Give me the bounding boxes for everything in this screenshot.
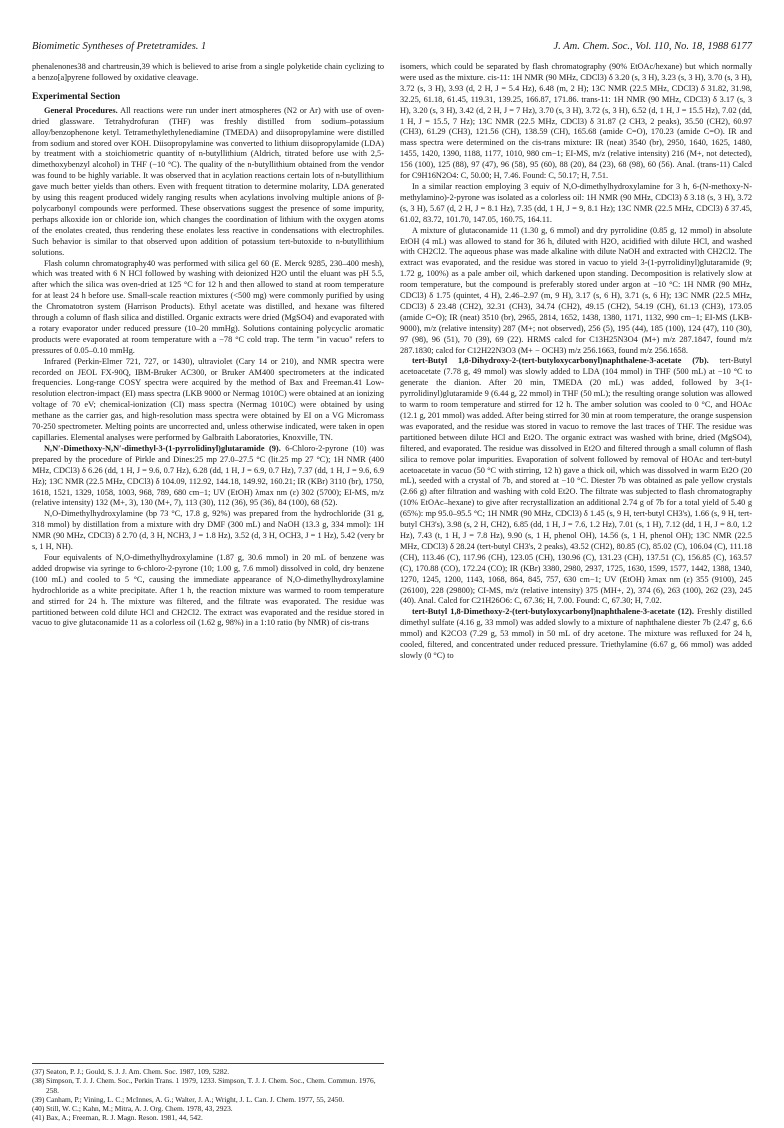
running-head <box>32 40 752 54</box>
similar-reaction-paragraph: In a similar reaction employing 3 equiv of N,O-dimethylhydroxylamine for 3 h, 6-(N-methoxy-N-methylamino)-2-pyrone was isolated as a colorless oil: 1H NMR (90 MHz, CDCl3) δ 3.18 (s, 3 H), 3.72 (s, 3 H), 5.67 (d, 2 H, J = 8.1 Hz), 7.35 (dd, 1 H, J = 9, 8.1 Hz); 13C NMR (22.5 MHz, CDCl3) δ 37.45, 61.02, 83.72, 101.70, 147.05, 160.75, 164.11. <box>400 181 752 224</box>
four-equivalents-paragraph: Four equivalents of N,O-dimethylhydroxylamine (1.87 g, 30.6 mmol) in 20 mL of benzene was added dropwise via syringe to 6-chloro-2-pyrone (10; 1.00 g, 7.6 mmol) dissolved in cold, dry benzene (100 mL) and cooled to 5 °C, causing the immediate appearance of N,O-dimethylhydroxylamine hydrochloride as a white precipitate. After 1 h, the reaction mixture was warmed to room temperature and stirred for 24 h. The mixture was filtered, and the filtrate was evaporated. The residue was partitioned between cold dilute HCl and CH2Cl2. The extract was evaporated and the residue stored in vacuo to give glutaconamide 11 as a colorless oil (1.62 g, 98%) in a 1:10 ratio (by NMR) of cis-trans <box>32 552 384 628</box>
general-procedures-paragraph <box>32 106 384 259</box>
compound-7b-paragraph <box>400 356 752 607</box>
left-column <box>32 62 384 1057</box>
paragraph-run-head: tert-Butyl 1,8-Dimethoxy-2-(tert-butyloxycarbonyl)naphthalene-3-acetate (12). <box>412 607 694 617</box>
flash-chromatography-paragraph: Flash column chromatography40 was performed with silica gel 60 (E. Merck 9285, 230–400 mesh), which was treated with 6 N HCl followed by washing with deionized H2O until the eluant was pH 5.5, after which the silica was oven-dried at 125 °C for 12 h and then allowed to stand at room temperature for at least 24 h before use. Small-scale reaction mixtures (<500 mg) were commonly purified by using the Chromatotron system (Harrison Products). Ethyl acetate was distilled, and hexane was filtered through a column of flash silica and distilled. Organic extracts were dried (MgSO4) and evaporated with a rotary evaporator under reduced pressure (10–20 mmHg). Solutions containing polycyclic aromatic products were evaporated at room temperature with a −78 °C cold trap. The term "in vacuo" refers to pressures of 0.05–0.10 mmHg. <box>32 258 384 355</box>
footnote: (40) Still, W. C.; Kahn, M.; Mitra, A. J. Org. Chem. 1978, 43, 2923. <box>32 1104 233 1114</box>
footnote-rule <box>32 1063 384 1064</box>
isomers-paragraph: isomers, which could be separated by flash chromatography (90% EtOAc/hexane) but which normally were used as the mixture. cis-11: 1H NMR (90 MHz, CDCl3) δ 3.20 (s, 3 H), 3.23 (s, 3 H), 3.70 (s, 3 H), 3.72 (s, 3 H), 3.93 (d, 2 H, J = 5.4 Hz), 6.48 (m, 2 H); 13C NMR (22.5 MHz, CDCl3) δ 31.82, 31.98, 32.25, 61.18, 61.45, 119.31, 139.25, 166.87, 171.86. trans-11: 1H NMR (90 MHz, CDCl3) δ 3.17 (s, 3 H), 3.20 (s, 3 H), 3.42 (d, 2 H, J = 7 Hz), 3.70 (s, 3 H), 3.72 (s, 3 H), 6.52 (d, 1 H, J = 15.5 Hz), 7.02 (dd, 1 H, J = 15.5, 7 Hz); 13C NMR (22.5 MHz, CDCl3) δ 31.87 (2 CH3, 2 peaks), 35.50 (CH2), 60.97 (CH3), 61.29 (CH3), 121.56 (CH), 138.59 (CH), 165.68 (amide C=O), 170.23 (amide C=O). IR and mass spectra were determined on the cis-trans mixture: IR (neat) 3540 (br), 2950, 1640, 1625, 1480, 1455, 1420, 1390, 1188, 1177, 1010, 980 cm−1; EI-MS, m/z (relative intensity) 216 (M+, not detected), 156 (100), 125 (88), 97 (47), 96 (58), 95 (60), 88 (20), 84 (23), 68 (98), 60 (56). Anal. (trans-11) Calcd for C9H16N2O4: C, 50.00; H, 7.46. Found: C, 50.17; H, 7.51. <box>400 62 752 181</box>
footnote: (41) Bax, A.; Freeman, R. J. Magn. Reson. 1981, 44, 542. <box>32 1113 203 1123</box>
paragraph-run-head: General Procedures. <box>44 105 118 115</box>
compound-12-paragraph <box>400 607 752 662</box>
paragraph-text: Freshly distilled dimethyl sulfate (4.16 g, 33 mmol) was added slowly to a mixture of naphthalene diester 7b (2.47 g, 6.6 mmol) and K2CO3 (7.29 g, 53 mmol) in 50 mL of dry acetone. The mixture was refluxed for 24 h, cooled, filtered, and concentrated under reduced pressure. Triethylamine (6.67 g, 66 mmol) was added slowly (0 °C) to <box>400 607 752 660</box>
intro-paragraph: phenalenones38 and chartreusin,39 which is believed to arise from a single polyketide chain cyclizing to a benzo[a]pyrene followed by oxidative cleavage. <box>32 62 384 82</box>
running-head-citation: J. Am. Chem. Soc., Vol. 110, No. 18, 1988 6177 <box>553 41 752 52</box>
footnote: (39) Canham, P.; Vining, L. C.; McInnes, A. G.; Walter, J. A.; Wright, J. L. Can. J. Chem. 1977, 55, 2450. <box>32 1094 345 1104</box>
running-head-title: Biomimetic Syntheses of Pretetramides. 1 <box>32 41 207 52</box>
footnotes <box>32 1063 384 1123</box>
footnote: (37) Seaton, P. J.; Gould, S. J. J. Am. Chem. Soc. 1987, 109, 5282. <box>32 1067 230 1076</box>
section-heading: Experimental Section <box>32 90 121 102</box>
hydroxylamine-paragraph: N,O-Dimethylhydroxylamine (bp 73 °C, 17.8 g, 92%) was prepared from the hydrochloride (31 g, 318 mmol) by distillation from a mixture with dry DMF (300 mL) and NaOH (13.3 g, 334 mmol): 1H NMR (90 MHz, CDCl3) δ 2.70 (d, 3 H, NCH3, J = 1.8 Hz), 3.52 (d, 3 H, OCH3, J = 1 Hz), 5.42 (very br s, 1 H, NH). <box>32 509 384 552</box>
footnote: (38) Simpson, T. J. J. Chem. Soc., Perkin Trans. 1 1979, 1233. Simpson, T. J. J. Chem. Soc., Chem. Commun. 1976, 258. <box>32 1076 376 1095</box>
glutaconamide-mixture-paragraph: A mixture of glutaconamide 11 (1.30 g, 6 mmol) and dry pyrrolidine (0.85 g, 12 mmol) in absolute EtOH (4 mL) was allowed to stand for 36 h, diluted with H2O, acidified with dilute HCl, and washed with CH2Cl2. The aqueous phase was made alkaline with dilute NaOH and extracted with CH2Cl2. The extract was evaporated, and the residue was stored in vacuo to yield 3-(1-pyrrolidinyl)glutaramide (9; 1.72 g, 100%) as a pale amber oil, which darkened upon standing. Decomposition is relatively slow at room temperature, but the compound is preferably stored under argon at −10 °C: 1H NMR (90 MHz, CDCl3) δ 1.75 (quintet, 4 H), 2.46–2.97 (m, 9 H), 3.17 (s, 6 H), 3.71 (s, 6 H); 13C NMR (22.5 MHz, CDCl3) δ 23.48 (CH2), 32.31 (CH3), 34.74 (CH2), 49.15 (CH2), 54.19 (CH), 61.13 (CH3), 173.05 (amide C=O); IR (neat) 3510 (br), 2965, 2814, 1652, 1438, 1380, 1171, 1132, 990 cm−1; EI-MS (LKB-9000), m/z (relative intensity) 287 (M+; not observed), 256 (5), 195 (44), 185 (100), 124 (47), 110 (30), 97 (98), 96 (51), 70 (39), 69 (22). HRMS calcd for C13H25N3O4 (M+) m/z 287.1847, found m/z 287.1830; calcd for C12H22N3O3 (M+ − OCH3) m/z 256.1663, found m/z 256.1658. <box>400 225 752 355</box>
paragraph-text: All reactions were run under inert atmospheres (N2 or Ar) with use of oven-dried glassware. Tetrahydrofuran (THF) was freshly distilled from sodium–potassium alloy/benzophenone ketyl. Tetramethylethylenediamine (TMEDA) and diisopropylamine were distilled from sodium and stored over KOH. Diisopropylamine was converted to lithium diisopropylamide (LDA) by treatment with a stoichiometric quantity of n-butyllithium (Aldrich, titrated before use with 2,5-dimethoxybenzyl alcohol) in THF (−10 °C). The quality of the n-butyllithium obtained from the vendor was found to be highly variable. It was observed that in acylation reactions certain lots of n-butyllithium gave much better yields than others. Even with frequent titration to determine molarity, LDA generated by using this reagent produced widely ranging results when acylations involving multiple anions of β-polycarbonyl compounds were performed. These observations suggest the presence of some impurity, perhaps alkoxide ion or chloride ion, which changes the coordination of lithium with the oxygen atoms of the enolates created, thus rendering these enolates less reactive in condensations with electrophiles. Such behavior is similar to that observed upon addition of potassium tert-butoxide to n-butyllithium solutions. <box>32 105 384 257</box>
right-column <box>400 62 752 1102</box>
instrumentation-paragraph: Infrared (Perkin-Elmer 721, 727, or 1430), ultraviolet (Cary 14 or 210), and NMR spectra were recorded on JEOL FX-90Q, IBM-Bruker AC300, or Bruker AM400 spectrometers at the indicated frequencies. Long-range COSY spectra were acquired by the method of Bax and Freeman.41 Low-resolution electron-impact (EI) mass spectra (LKB 9000 or Nermag 1010C) were obtained at an ionizing voltage of 70 eV; chemical-ionization (CI) mass spectra (Nermag 1010C) were obtained by using methane as the carrier gas, and high-resolution mass spectra were obtained by EI on a VG Micromass 70-250 spectrometer. Melting points are uncorrected and, unless otherwise indicated, were taken in open capillaries. Elemental analyses were performed by Galbraith Laboratories, Knoxville, TN. <box>32 356 384 442</box>
paragraph-text: 6-Chloro-2-pyrone (10) was prepared by the procedure of Pirkle and Dines:25 mp 27.0–27.5 °C (lit.25 mp 27 °C); 1H NMR (400 MHz, CDCl3) δ 6.26 (dd, 1 H, J = 9.6, 0.7 Hz), 6.28 (dd, 1 H, J = 6.9, 0.7 Hz), 7.37 (dd, 1 H, J = 9.6, 6.9 Hz); 13C NMR (22.5 MHz, CDCl3) δ 104.09, 112.92, 144.18, 149.92, 160.21; IR (KBr) 3110 (br), 1750, 1618, 1521, 1329, 1058, 1003, 968, 789, 680 cm−1; UV (EtOH) λmax nm (ε) 302 (5700); EI-MS, m/z (relative intensity) 132 (M+, 3), 130 (M+, 7), 113 (30), 112 (36), 95 (36), 84 (100), 68 (52). <box>32 443 384 508</box>
paragraph-text: tert-Butyl acetoacetate (7.78 g, 49 mmol) was slowly added to LDA (104 mmol) in THF (500 mL) at −10 °C to generate the dianion. After 20 min, TMEDA (20 mL) was added, followed by 3-(1-pyrrolidinyl)glutaramide 9 (6.44 g, 22 mmol) in THF (50 mL); the resulting orange solution was allowed to warm to room temperature and stirred for 12 h. The amber solution was cooled to 0 °C, and HOAc (12.1 g, 201 mmol) was added. After being stirred for 30 min at room temperature, the orange suspension was evaporated, and the residue was stored in vacuo to remove the last traces of THF. The residue was partitioned between dilute HCl and Et2O. The organic extract was washed with brine, dried (MgSO4), filtered, and evaporated. The residue was dissolved in Et2O and filtered through a small column of flash silica to remove polar impurities. Evaporation of solvent followed by removal of HOAc and tert-butyl acetoacetate in vacuo (50 °C with stirring, 12 h) gave a thick oil, which was dissolved in warm Et2O (20 mL), seeded with a crystal of 7b, and stored at −10 °C. Diester 7b was obtained as pale yellow crystals (2.66 g) after filtration and washing with cold Et2O. The filtrate was subjected to flash chromatography (10% EtOAc–hexane) to give after recrystallization an additional 2.74 g of 7b for a total yield of 5.40 g (65%): mp 95.0–95.5 °C; 1H NMR (90 MHz, CDCl3) δ 1.45 (s, 9 H, tert-butyl CH3's), 1.66 (s, 9 H, tert-butyl CH3's), 3.98 (s, 2 H, CH2), 6.85 (dd, 1 H, J = 7.6, 1.2 Hz), 7.01 (s, 1 H), 7.12 (dd, 1 H, J = 8.0, 1.2 Hz), 7.43 (t, 1 H, J = 7.8 Hz), 9.90 (s, 1 H, phenol OH), 14.56 (s, 1 H, phenol OH); 13C NMR (22.5 MHz, CDCl3) δ 28.24 (tert-butyl CH3's, 2 peaks), 43.52 (CH2), 80.85 (C), 85.02 (C), 106.04 (C), 111.18 (CH), 113.46 (C), 117.96 (CH), 123.05 (CH), 130.96 (C), 131.23 (CH), 137.51 (C), 156.85 (C), 163.57 (C), 170.88 (CO), 172.24 (CO); IR (KBr) 3380, 2980, 2937, 1725, 1630, 1599, 1577, 1442, 1388, 1340, 1270, 1245, 1200, 1143, 1068, 864, 845, 757, 630 cm−1; UV (EtOH) λmax nm (ε) 355 (9100), 245 (26100), 228 (29800); CI-MS, m/z (relative intensity) 375 (MH+, 2), 374 (6), 263 (100), 262 (23), 245 (40). Anal. Calcd for C21H26O6: C, 67.36; H, 7.00. Found: C, 67.30; H, 7.02. <box>400 356 752 606</box>
compound-9-paragraph <box>32 444 384 509</box>
paragraph-run-head: N,N′-Dimethoxy-N,N′-dimethyl-3-(1-pyrrolidinyl)glutaramide (9). <box>44 443 281 453</box>
paragraph-run-head: tert-Butyl 1,8-Dihydroxy-2-(tert-butyloxycarbonyl)naphthalene-3-acetate (7b). <box>412 356 709 366</box>
